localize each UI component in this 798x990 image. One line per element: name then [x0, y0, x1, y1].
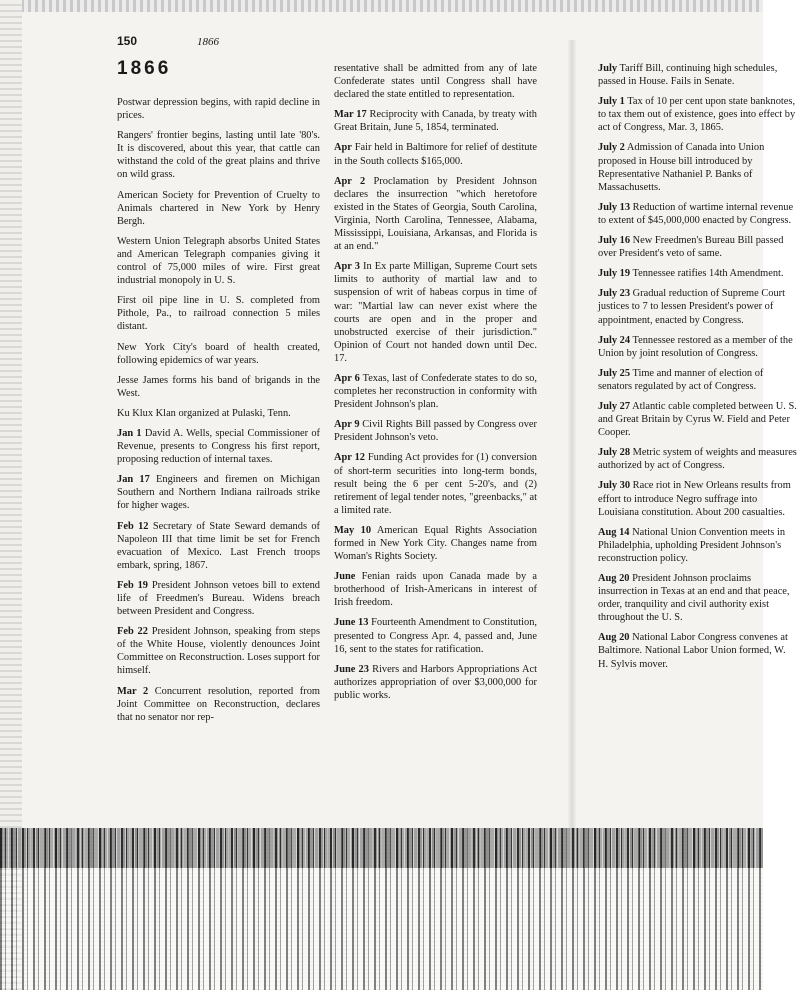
chronology-entry: [598, 631, 798, 670]
entry-date: Apr 2: [334, 175, 366, 187]
column-3: [598, 62, 797, 678]
chronology-entry: [598, 267, 798, 280]
entry-text: President Johnson proclaims insurrection in Texas at an end and that peace, order, tranquility and civil authority exist throughout the U. S.: [598, 573, 790, 624]
entry-date: Apr 12: [334, 452, 365, 464]
chronology-entry: [598, 334, 798, 360]
chronology-entry: [598, 479, 798, 518]
chronology-entry: [117, 341, 320, 367]
entry-date: July 23: [598, 288, 631, 300]
page-gutter-shadow: [568, 40, 576, 830]
chronology-entry: [117, 235, 320, 287]
entry-date: Feb 22: [117, 626, 148, 638]
entry-text: Time and manner of election of senators regulated by act of Congress.: [598, 367, 764, 392]
entry-text: Admission of Canada into Union proposed in House bill introduced by Representative Nathaniel P. Banks of Massachusetts.: [598, 142, 765, 193]
chronology-entry: [117, 407, 320, 420]
entry-text: American Equal Rights Association formed in New York City. Changes name from Woman's Rights Society.: [334, 524, 538, 563]
chronology-entry: [117, 294, 320, 333]
chronology-entry: [334, 663, 537, 702]
entry-date: Apr 9: [334, 419, 360, 431]
entry-text: Secretary of State Seward demands of Napoleon III that time limit be set for French evacuation of Mexico. Last French troops embark, spring, 1867.: [117, 520, 320, 571]
chronology-entry: [334, 616, 537, 655]
column-1: [117, 96, 320, 731]
entry-text: Fair held in Baltimore for relief of destitute in the South collects $165,000.: [334, 142, 537, 167]
chronology-entry: [117, 427, 320, 466]
chronology-entry: [117, 96, 320, 122]
entry-date: Apr: [334, 142, 352, 154]
section-heading: 1866: [117, 58, 172, 79]
entry-text: National Union Convention meets in Philadelphia, upholding President Johnson's reconstruction policy.: [598, 526, 786, 564]
chronology-entry: [598, 201, 798, 227]
entry-text: President Johnson, speaking from steps of the White House, violently denounces Joint Committee on Reconstruction. Loses support for himself.: [117, 626, 321, 677]
entry-date: Apr 6: [334, 372, 360, 384]
entry-text: National Labor Congress convenes at Baltimore. National Labor Union formed, W. H. Sylvis mover.: [598, 632, 788, 670]
entry-date: July 19: [598, 268, 631, 280]
entry-text: Metric system of weights and measures authorized by act of Congress.: [598, 447, 797, 472]
chronology-entry: [598, 400, 798, 439]
entry-date: July: [598, 63, 618, 74]
entry-text: David A. Wells, special Commissioner of Revenue, presents to Congress his first report, proposing reduction of internal taxes.: [117, 427, 321, 466]
entry-text: Proclamation by President Johnson declares the insurrection "which heretofore existed in the States of Georgia, South Carolina, Virginia, North Carolina, Tennessee, Alabama, Mississippi, Louisiana, Arkansas, and Florida is at an end.": [334, 175, 537, 253]
chronology-entry: [598, 446, 798, 472]
chronology-entry: [334, 451, 537, 516]
entry-date: July 13: [598, 201, 631, 213]
entry-text: Funding Act provides for (1) conversion of short-term securities into long-term bonds, result being the 6 per cent 5-20's, and (2) retirement of legal tender notes, "greenbacks," at a limited rate.: [334, 452, 537, 516]
chronology-entry: [334, 141, 537, 167]
entry-date: Feb 12: [117, 520, 149, 532]
chronology-entry: [598, 95, 798, 134]
entry-date: May 10: [334, 524, 372, 536]
entry-date: June 23: [334, 663, 369, 675]
entry-text: Engineers and firemen on Michigan Southern and Northern Indiana railroads strike for higher wages.: [117, 474, 320, 512]
chronology-entry: [334, 524, 537, 563]
entry-text: Tennessee restored as a member of the Union by joint resolution of Congress.: [598, 334, 793, 359]
entry-date: Aug 20: [598, 632, 630, 644]
chronology-entry: [117, 374, 320, 400]
chronology-entry: [598, 287, 798, 326]
entry-date: July 2: [598, 142, 625, 154]
chronology-entry: [334, 372, 537, 411]
chronology-entry: [117, 685, 320, 724]
entry-text: Reduction of wartime internal revenue to extent of $45,000,000 enacted by Congress.: [598, 201, 794, 226]
chronology-entry: [598, 62, 798, 88]
entry-text: President Johnson vetoes bill to extend life of Freedmen's Bureau. Widens breach between President and Congress.: [117, 579, 320, 618]
scan-top-edge: [0, 0, 763, 12]
entry-text: Texas, last of Confederate states to do so, completes her reconstruction in conformity with President Johnson's plan.: [334, 372, 537, 411]
entry-date: Mar 17: [334, 109, 367, 121]
entry-text: Ku Klux Klan organized at Pulaski, Tenn.: [117, 407, 291, 419]
scan-noise-area: [0, 828, 763, 990]
entry-text: First oil pipe line in U. S. completed from Pithole, Pa., to railroad connection 5 miles distant.: [117, 295, 320, 333]
entry-date: Aug 14: [598, 526, 630, 538]
chronology-entry: [117, 579, 320, 618]
chronology-entry: [598, 572, 798, 624]
chronology-entry: [334, 418, 537, 444]
entry-text: Rangers' frontier begins, lasting until late '80's. It is discovered, about this year, that cattle can withstand the cold of the great plains and thrive on wild grass.: [117, 130, 320, 181]
entry-date: Feb 19: [117, 579, 148, 591]
entry-text: New Freedmen's Bureau Bill passed over President's veto of same.: [598, 235, 784, 260]
entry-text: Civil Rights Bill passed by Congress over President Johnson's veto.: [334, 419, 537, 444]
chronology-entry: [117, 473, 320, 512]
entry-date: Jan 1: [117, 427, 142, 439]
entry-text: Tariff Bill, continuing high schedules, passed in House. Fails in Senate.: [598, 63, 778, 88]
entry-date: July 24: [598, 334, 631, 346]
entry-text: Western Union Telegraph absorbs United States and American Telegraph companies giving it control of 75,000 miles of wire. First great industrial monopoly in U. S.: [117, 235, 320, 287]
entry-date: July 27: [598, 400, 631, 412]
entry-text: Fenian raids upon Canada made by a brotherhood of Irish-Americans in interest of Irish freedom.: [334, 571, 537, 609]
entry-date: July 25: [598, 367, 631, 379]
page-number: 150: [117, 34, 138, 48]
entry-date: June 13: [334, 617, 369, 629]
chronology-entry: [598, 526, 798, 565]
entry-date: July 16: [598, 235, 631, 247]
entry-date: Mar 2: [117, 685, 149, 697]
entry-text: American Society for Prevention of Cruelty to Animals chartered in New York by Henry Bergh.: [117, 189, 320, 227]
entry-text: resentative shall be admitted from any of late Confederate states until Congress shall have declared the state entitled to representation.: [334, 63, 537, 101]
entry-date: Jan 17: [117, 474, 150, 486]
entry-text: Concurrent resolution, reported from Joint Committee on Reconstruction, declares that no senator nor rep-: [117, 685, 320, 723]
entry-text: Rivers and Harbors Appropriations Act authorizes appropriation of over $3,000,000 for public works.: [334, 663, 537, 701]
entry-text: Race riot in New Orleans results from effort to introduce Negro suffrage into Louisiana constitution. About 200 casualties.: [598, 480, 791, 518]
entry-text: Reciprocity with Canada, by treaty with Great Britain, June 5, 1854, terminated.: [334, 109, 537, 134]
chronology-entry: [117, 129, 320, 181]
entry-text: Postwar depression begins, with rapid decline in prices.: [117, 97, 320, 122]
chronology-entry: [598, 234, 798, 260]
entry-text: Tax of 10 per cent upon state banknotes, to tax them out of existence, goes into effect by act of Congress, Mar. 3, 1865.: [598, 96, 796, 134]
entry-text: Jesse James forms his band of brigands in the West.: [117, 374, 320, 399]
chronology-entry: [117, 625, 320, 677]
chronology-entry: [334, 108, 537, 134]
entry-date: Apr 3: [334, 261, 360, 273]
entry-text: Tennessee ratifies 14th Amendment.: [632, 268, 784, 280]
entry-text: Fourteenth Amendment to Constitution, presented to Congress Apr. 4, passed and, June 16, sent to the states for ratification.: [334, 617, 537, 655]
chronology-entry: [598, 367, 798, 393]
column-2: [334, 62, 537, 709]
chronology-entry: [334, 175, 537, 254]
chronology-entry: [334, 62, 537, 101]
entry-text: New York City's board of health created, following epidemics of war years.: [117, 341, 320, 366]
entry-date: Aug 20: [598, 573, 630, 584]
chronology-entry: [334, 570, 537, 609]
chronology-entry: [334, 260, 537, 365]
running-head: [117, 34, 219, 49]
chronology-entry: [598, 141, 798, 193]
running-head-year: 1866: [197, 36, 220, 48]
chronology-entry: [117, 189, 320, 228]
entry-text: Gradual reduction of Supreme Court justices to 7 to lessen President's power of appointment, enacted by Congress.: [598, 288, 786, 326]
entry-date: July 28: [598, 447, 631, 459]
entry-text: In Ex parte Milligan, Supreme Court sets limits to authority of martial law and to suspension of writ of habeas corpus in time of war: "Martial law can never exist where the courts are open and in the proper and unobstructed exercise of their jurisdiction." Opinion of Court not handed down until Dec. 17.: [334, 261, 537, 364]
entry-date: June: [334, 571, 356, 583]
chronology-entry: [117, 520, 320, 572]
entry-date: July 1: [598, 96, 625, 108]
entry-text: Atlantic cable completed between U. S. and Great Britain by Cyrus W. Field and Peter Cooper.: [598, 400, 797, 439]
entry-date: July 30: [598, 480, 631, 492]
